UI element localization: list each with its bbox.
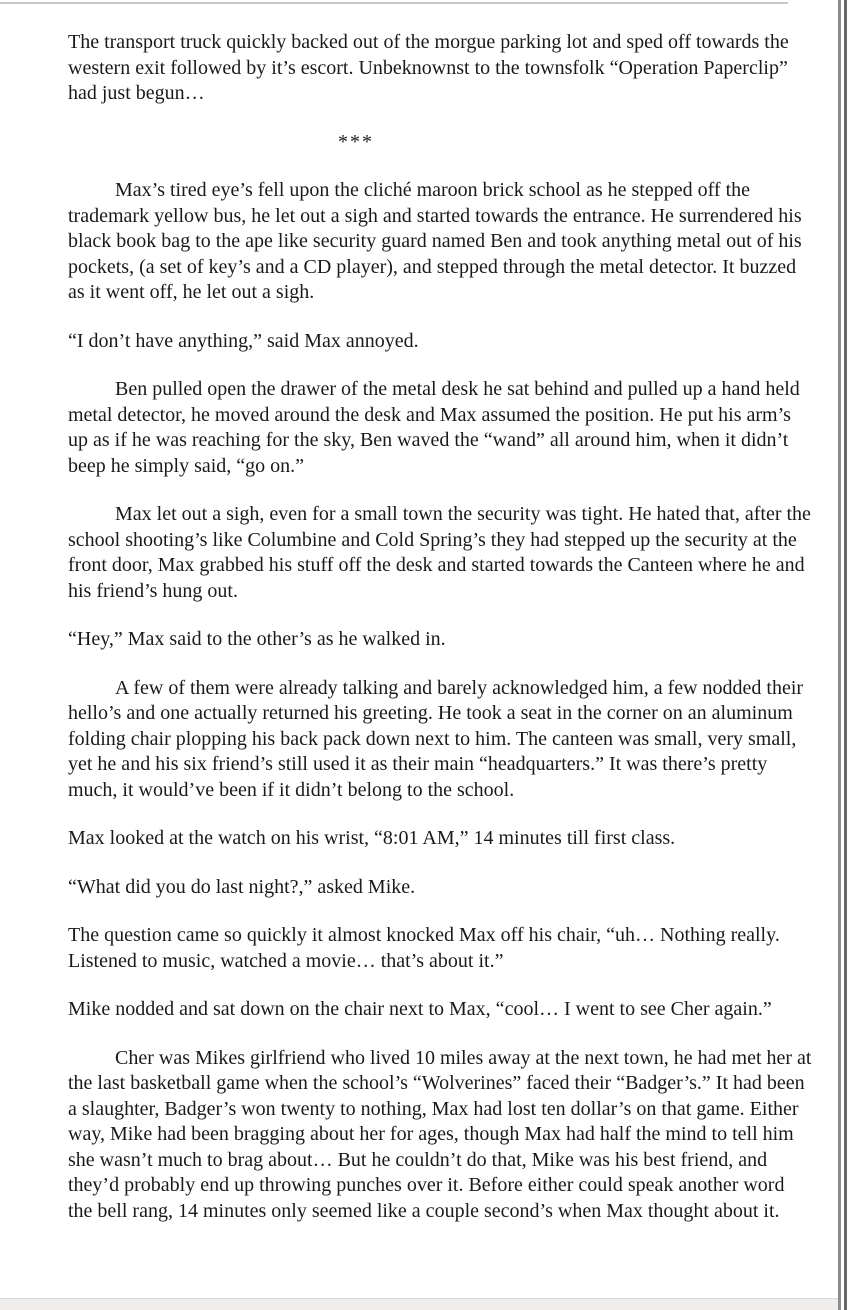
story-paragraph: The transport truck quickly backed out of the morgue parking lot and sped off towards the western exit followed by it’s escort. Unbeknownst to the townsfolk “Operation Paperclip” had just begun…: [68, 31, 789, 104]
page-right-edge-outer-line: [838, 0, 841, 1310]
story-paragraph: “What did you do last night?,” asked Mike.: [68, 875, 416, 898]
story-paragraph: Cher was Mikes girlfriend who lived 10 miles away at the next town, he had met her at the last basketball game when the school’s “Wolverines” faced their “Badger’s.” It had been a slaughter, Badger’s won twenty to nothing, Max had lost ten dollar’s on that game. Either way, Mike had been bragging about her for ages, though Max had half the mind to tell him she wasn’t much to brag about… But he couldn’t do that, Mike was his best friend, and they’d probably end up throwing punches over it. Before either could speak another word the bell rang, 14 minutes only seemed like a couple second’s when Max thought about it.: [68, 1046, 812, 1222]
story-paragraph: Max let out a sigh, even for a small town the security was tight. He hated that, after the school shooting’s like Columbine and Cold Spring’s they had stepped up the security at the front door, Max grabbed his stuff off the desk and started towards the Canteen where he and his friend’s hung out.: [68, 503, 811, 602]
bottom-edge-strip: [0, 1298, 838, 1310]
page-right-edge-inner-line: [844, 0, 847, 1310]
story-text: [68, 30, 812, 1247]
story-paragraph: Max’s tired eye’s fell upon the cliché maroon brick school as he stepped off the trademark yellow bus, he let out a sigh and started towards the entrance. He surrendered his black book bag to the ape like security guard named Ben and took anything metal out of his pockets, (a set of key’s and a CD player), and stepped through the metal detector. It buzzed as it went off, he let out a sigh.: [68, 179, 802, 303]
story-paragraph: The question came so quickly it almost knocked Max off his chair, “uh… Nothing really. Listened to music, watched a movie… that’s about it.”: [68, 924, 780, 972]
story-paragraph: Mike nodded and sat down on the chair next to Max, “cool… I went to see Cher again.”: [68, 998, 772, 1020]
story-paragraph: “Hey,” Max said to the other’s as he walked in.: [68, 628, 446, 650]
story-paragraph: A few of them were already talking and barely acknowledged him, a few nodded their hello’s and one actually returned his greeting. He took a seat in the corner on an aluminum folding chair plopping his back pack down next to him. The canteen was small, very small, yet he and his six friend’s still used it as their main “headquarters.” It was there’s pretty much, it would’ve been if it didn’t belong to the school.: [68, 676, 804, 801]
scene-separator: ***: [338, 130, 374, 153]
story-paragraph: Max looked at the watch on his wrist, “8:01 AM,” 14 minutes till first class.: [68, 827, 676, 849]
story-paragraph: Ben pulled open the drawer of the metal desk he sat behind and pulled up a hand held metal detector, he moved around the desk and Max assumed the position. He put his arm’s up as if he was reaching for the sky, Ben waved the “wand” all around him, when it didn’t beep he simply said, “go on.”: [68, 378, 800, 477]
story-paragraph: “I don’t have anything,” said Max annoyed.: [68, 329, 419, 352]
page-top-edge-line: [0, 2, 788, 4]
